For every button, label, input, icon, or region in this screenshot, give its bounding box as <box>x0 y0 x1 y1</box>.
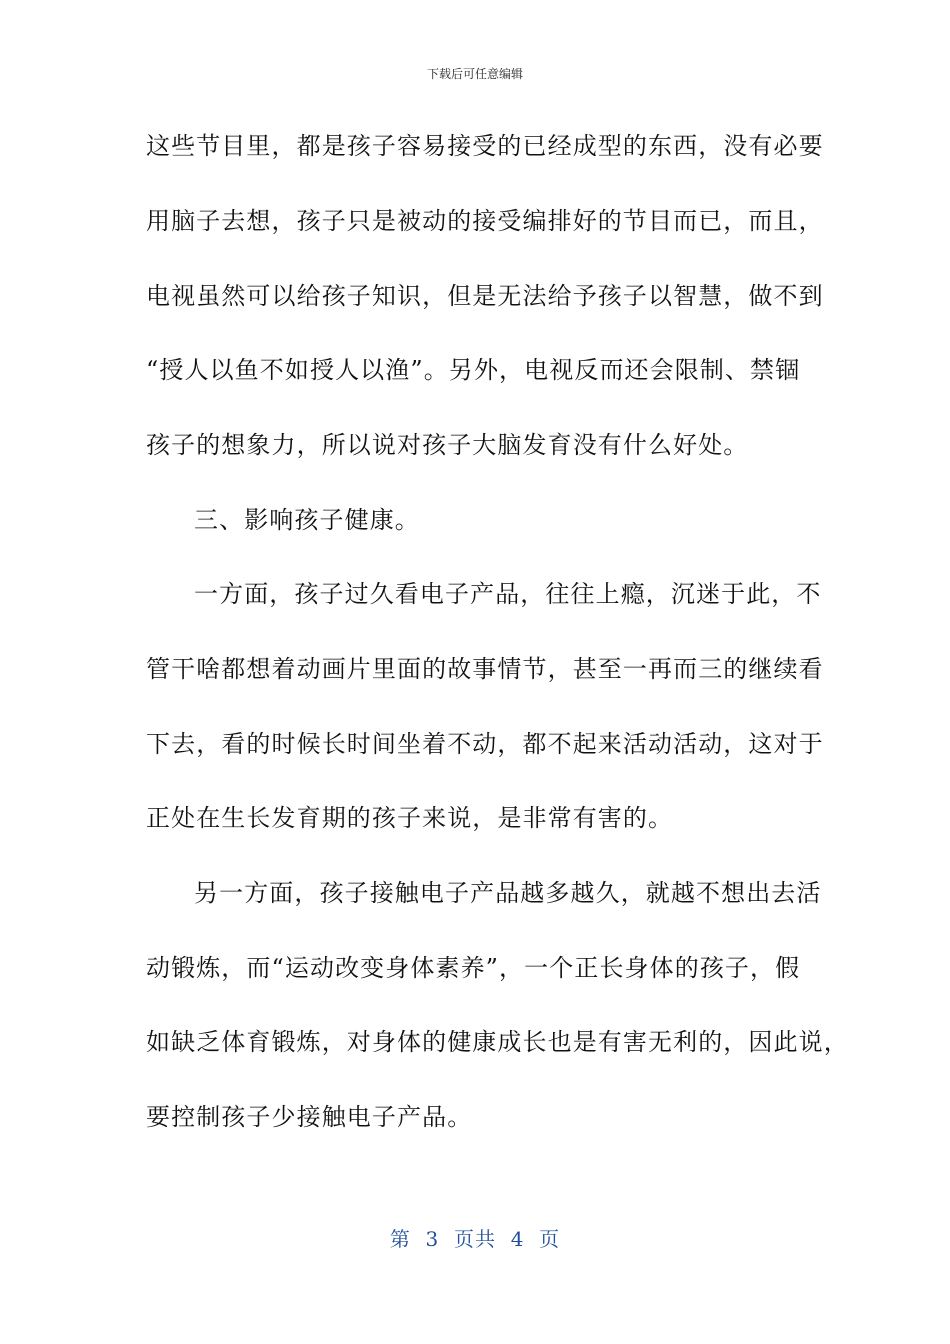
text-line: 正处在生长发育期的孩子来说，是非常有害的。 <box>146 804 674 832</box>
text-line: 如缺乏体育锻炼，对身体的健康成长也是有害无利的，因此说， <box>146 1028 849 1056</box>
text-line: 一方面，孩子过久看电子产品，往往上瘾，沉迷于此，不 <box>194 580 822 608</box>
text-line: 另一方面，孩子接触电子产品越多越久，就越不想出去活 <box>194 879 822 907</box>
text-line: “授人以鱼不如授人以渔”。另外，电视反而还会限制、禁锢 <box>146 356 801 384</box>
text-line: 管干啥都想着动画片里面的故事情节，甚至一再而三的继续看 <box>146 655 824 683</box>
text-line: 动锻炼，而“运动改变身体素养”，一个正长身体的孩子，假 <box>146 954 801 982</box>
text-line: 要控制孩子少接触电子产品。 <box>146 1103 473 1131</box>
section-heading: 三、影响孩子健康。 <box>194 506 420 534</box>
page-header: 下载后可任意编辑 <box>426 67 523 81</box>
text-line: 孩子的想象力，所以说对孩子大脑发育没有什么好处。 <box>146 431 749 459</box>
text-line: 这些节目里，都是孩子容易接受的已经成型的东西，没有必要 <box>146 132 824 160</box>
text-line: 用脑子去想，孩子只是被动的接受编排好的节目而已，而且， <box>146 207 824 235</box>
text-line: 电视虽然可以给孩子知识，但是无法给予孩子以智慧，做不到 <box>146 282 824 310</box>
page-number: 第 3 页共 4 页 <box>389 1227 561 1251</box>
text-line: 下去，看的时候长时间坐着不动，都不起来活动活动，这对于 <box>146 730 824 758</box>
